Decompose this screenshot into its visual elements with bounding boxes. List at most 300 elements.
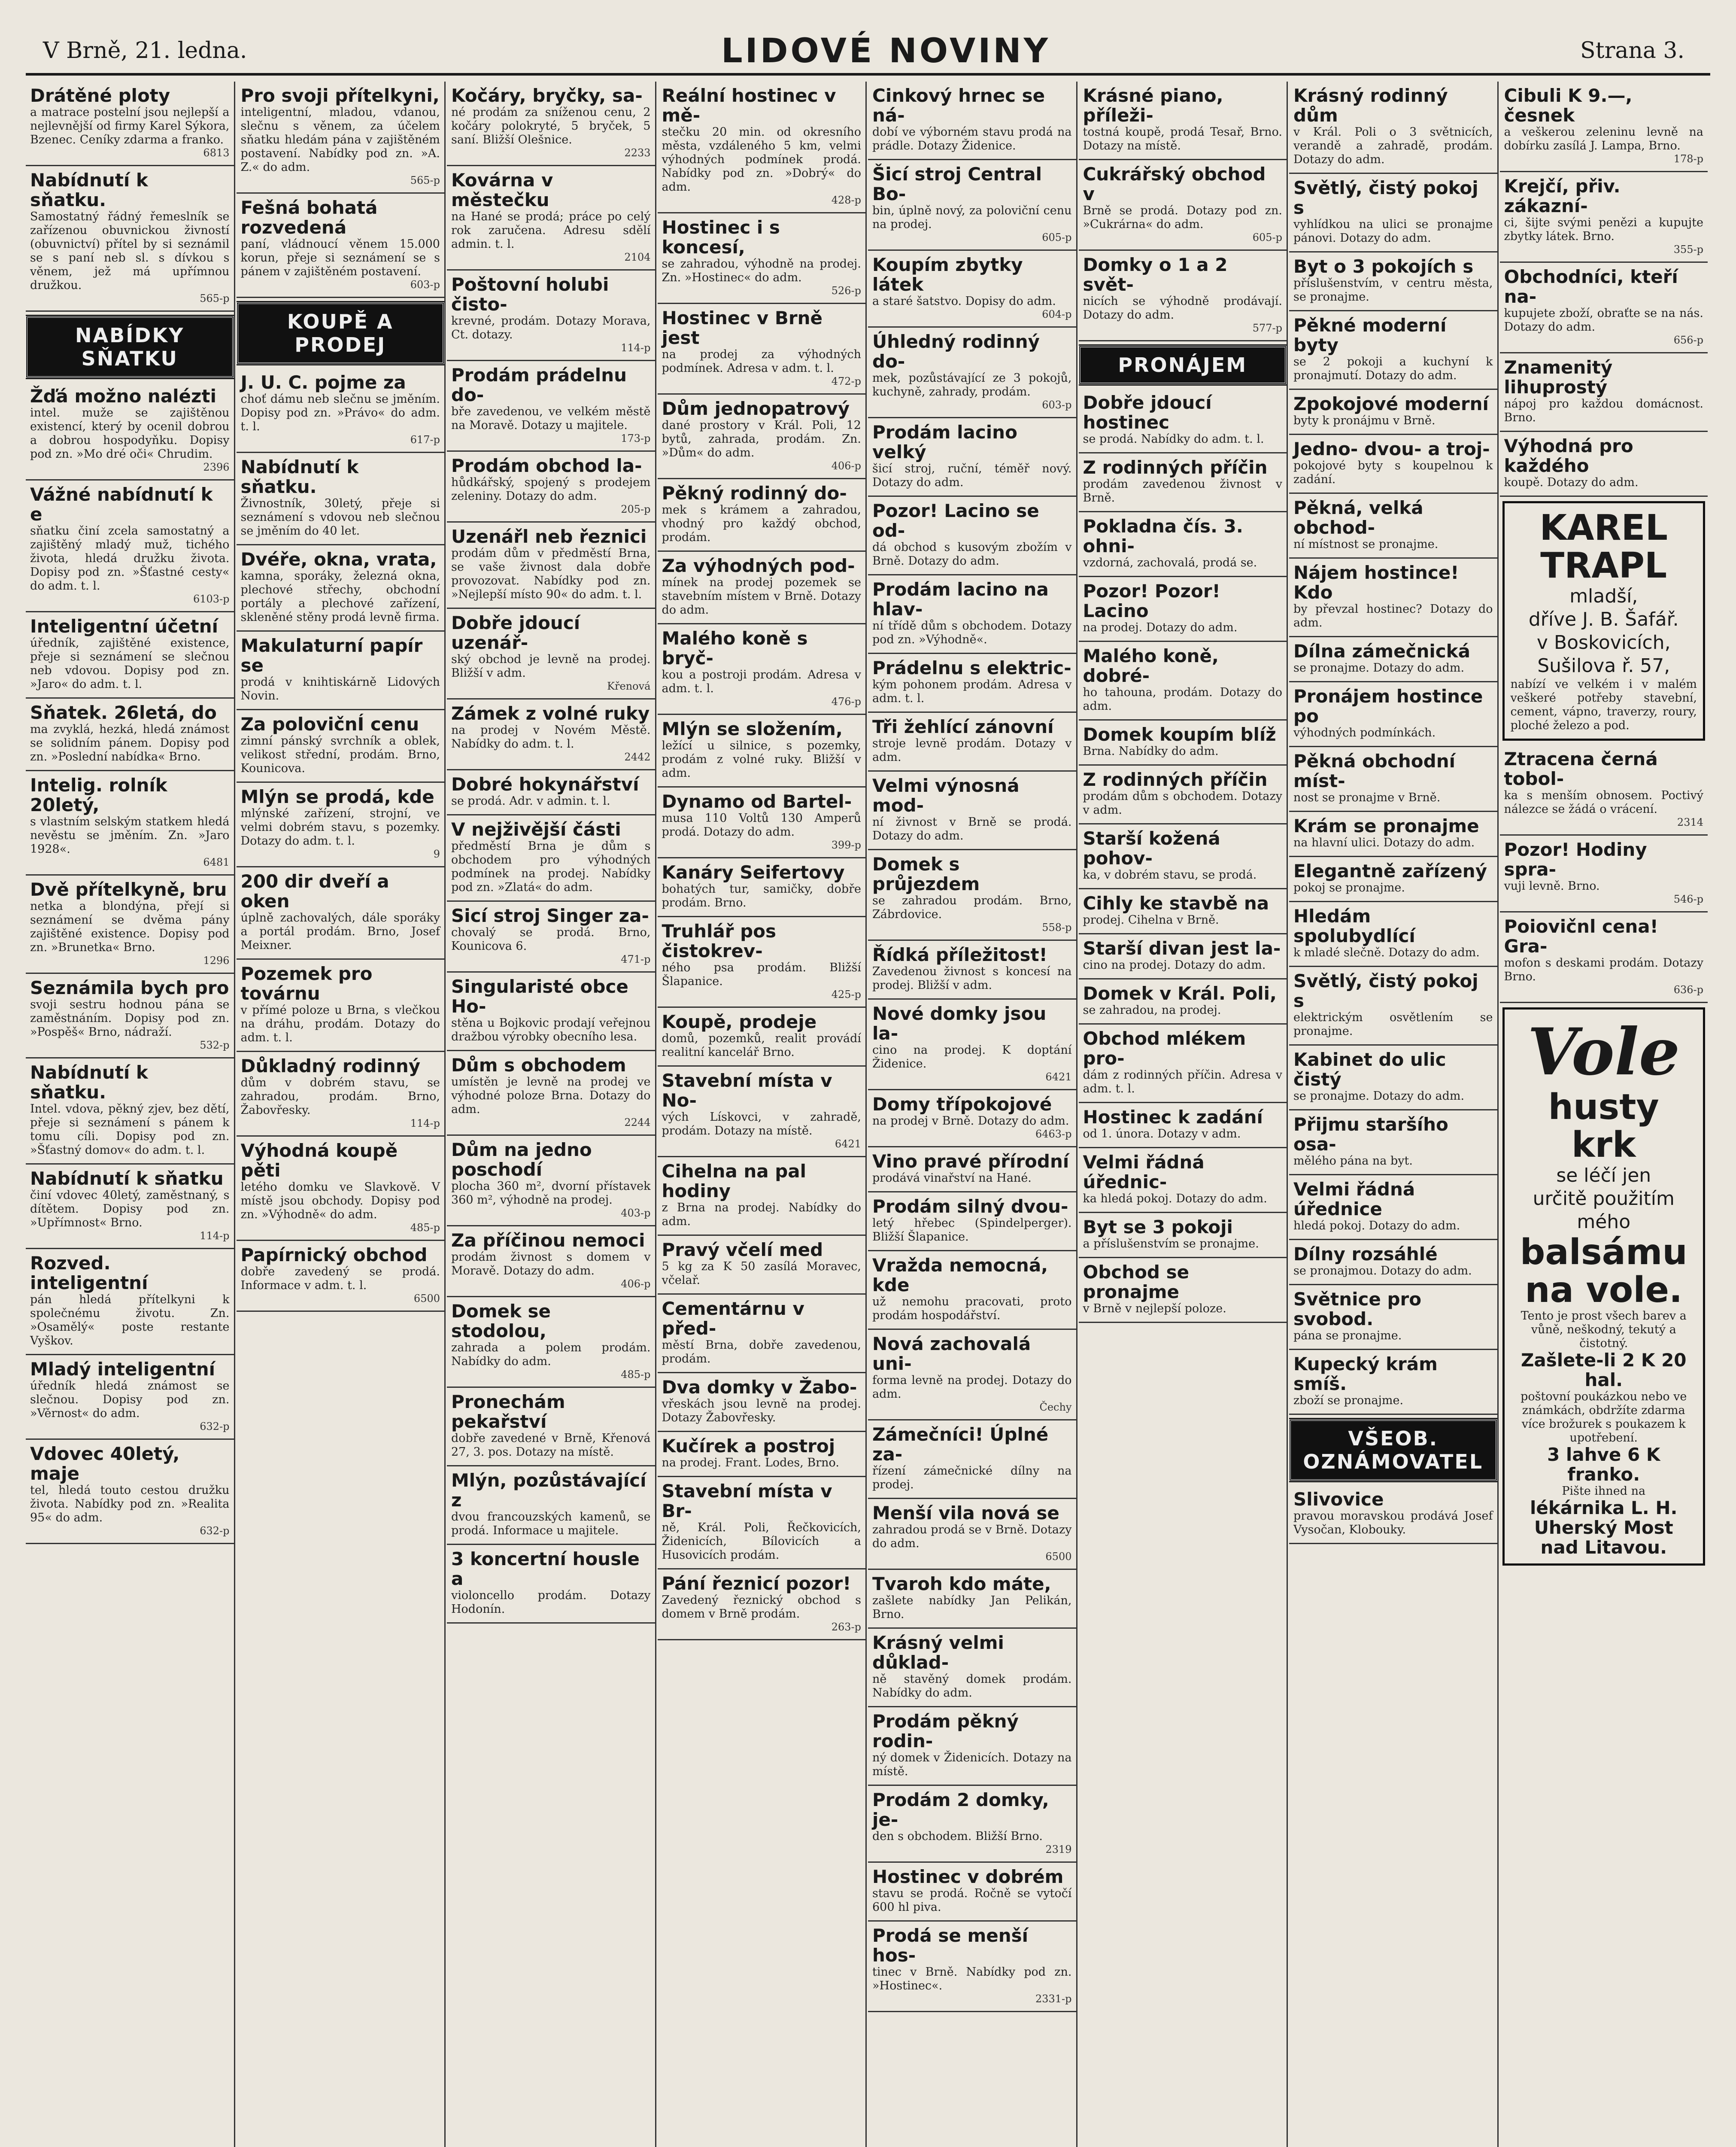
classified-ad — [447, 770, 655, 815]
ad-text: na prodej. Dotazy do adm. — [1083, 621, 1238, 634]
ad-text: Brně se prodá. Dotazy pod zn. »Cukrárna« do adm. — [1083, 204, 1282, 231]
ad-code: Čechy — [1039, 1401, 1072, 1413]
vole-company: lékárnika L. H. Uherský Most — [1530, 1497, 1678, 1538]
classified-ad — [1289, 390, 1497, 435]
ad-title: Z rodinných příčin — [1083, 457, 1268, 478]
ad-title: Inteligentní účetní — [30, 616, 218, 637]
ad-title: Znamenitý lihuprostý — [1504, 357, 1613, 398]
ad-title: Kovárna v městečku — [451, 170, 553, 210]
classified-ad — [1289, 435, 1497, 494]
ad-code: 558-p — [1042, 921, 1072, 934]
classified-ad — [658, 1477, 866, 1569]
ad-text: forma levně na prodej. Dotazy do adm. — [872, 1374, 1072, 1401]
ad-text: stěna u Bojkovic prodají veřejnou dražbou výrobky obecního lesa. — [451, 1016, 651, 1043]
ad-title: Pěkný rodinný do- — [662, 483, 847, 504]
masthead-title: LIDOVÉ NOVINY — [721, 32, 1051, 70]
classified-ad — [1079, 1148, 1287, 1213]
ad-code: 6421 — [835, 1138, 861, 1150]
ad-text: prodám zavedenou živnost v Brně. — [1083, 477, 1282, 505]
ad-text: cino na prodej. K doptání Židenice. — [872, 1043, 1072, 1070]
ad-text: vuji levně. Brno. — [1504, 879, 1600, 893]
ad-text: ní živnost v Brně se prodá. Dotazy do adm. — [872, 815, 1072, 842]
classified-ad — [1289, 174, 1497, 252]
classified-ad — [868, 82, 1076, 160]
ad-text: zahradou prodá se v Brně. Dotazy do adm. — [872, 1523, 1072, 1550]
ad-text: úplně zachovalých, dále sporáky a portál prodám. Brno, Josef Meixner. — [240, 911, 440, 952]
classified-ad — [658, 1373, 866, 1432]
ad-title: Dům s obchodem — [451, 1055, 626, 1076]
ad-title: Přijmu staršího osa- — [1293, 1114, 1448, 1155]
ad-title: Koupě, prodeje — [662, 1011, 817, 1032]
ad-code: 2396 — [203, 461, 230, 473]
classified-ad — [26, 1355, 234, 1440]
ad-text: se pronajme. Dotazy do adm. — [1293, 1089, 1465, 1103]
ad-text: prodá v knihtiskárně Lidových Novin. — [240, 675, 440, 702]
ad-title: Hostinec v Brně jest — [662, 307, 822, 348]
classified-ad — [1289, 252, 1497, 311]
ad-text: Samostatný řádný řemeslník se zařízenou obuvnickou živností (obuvnictví) přítel by si seznámil se s paní neb sl. s dívkou s věnem, jež má upřímnou družkou. — [30, 210, 230, 292]
ad-title: Dům na jedno poschodí — [451, 1139, 592, 1180]
ad-text: pokojové byty s koupelnou k zadání. — [1293, 459, 1493, 486]
classified-ad — [1289, 902, 1497, 967]
ad-title: Truhlář pos čistokrev- — [662, 921, 777, 961]
ad-title: Papírnický obchod — [240, 1244, 428, 1265]
classified-ad — [868, 850, 1076, 941]
classified-ad — [26, 612, 234, 699]
ad-title: Domek s průjezdem — [872, 854, 980, 894]
classified-ad — [447, 1226, 655, 1297]
ad-text: pána se pronajme. — [1293, 1329, 1402, 1342]
ad-text: v přímé poloze u Brna, s vlečkou na dráhu, prodám. Dotazy do adm. t. l. — [240, 1004, 440, 1044]
ad-code: 1296 — [203, 955, 230, 967]
ad-text: né prodám za sníženou cenu, 2 kočáry polokryté, 5 bryček, 5 saní. Bližší Olešnice. — [451, 106, 651, 146]
classified-ad — [658, 858, 866, 917]
ad-text: mek, pozůstávající ze 3 pokojů, kuchyně, zahrady, prodám. — [872, 371, 1072, 398]
ad-code: 399-p — [831, 839, 861, 851]
ad-code: 485-p — [621, 1368, 651, 1381]
ad-title: Cementárnu v před- — [662, 1298, 804, 1339]
classified-ad — [26, 166, 234, 312]
ad-text: stečku 20 min. od okresního města, vzdáleného 5 km, velmi výhodných podmínek prodá. Nabídky pod zn. »Dobrý« do adm. — [662, 125, 861, 194]
ad-text: řízení zámečnické dílny na prodej. — [872, 1464, 1072, 1491]
page-header — [26, 26, 1710, 76]
ad-title: Drátěné ploty — [30, 85, 170, 106]
classified-ad — [868, 1863, 1076, 1922]
ad-text: předměstí Brna je dům s obchodem pro výhodných podmínek na prodej. Nabídky pod zn. »Zlatá« do adm. — [451, 839, 651, 894]
ad-text: 5 kg za K 50 zasílá Moravec, včelař. — [662, 1260, 861, 1287]
ad-title: Mlýn se složením, — [662, 718, 843, 739]
ad-text: bohatých tur, samičky, dobře prodám. Brno. — [662, 882, 861, 909]
ad-title: Fešná bohatá rozvedená — [240, 197, 378, 238]
ad-text: nicích se výhodně prodávají. Dotazy do adm. — [1083, 295, 1282, 322]
ad-text: dám z rodinných příčin. Adresa v adm. t. l. — [1083, 1068, 1282, 1095]
ad-text: ka s menším obnosem. Poctivý nálezce se žádá o vrácení. — [1504, 789, 1703, 816]
ad-code: 2244 — [624, 1116, 651, 1128]
ad-code: 2331-p — [1035, 1993, 1072, 2005]
ad-text: úředník, zajištěné existence, přeje si seznámení se slečnou neb vdovou. Dopisy pod zn. »Jaro« do adm. t. l. — [30, 636, 230, 691]
ad-text: plocha 360 m², dvorní přístavek 360 m², výhodně na prodej. — [451, 1180, 651, 1207]
classified-ad — [26, 1440, 234, 1544]
classified-ad — [237, 710, 445, 783]
classified-ad — [868, 251, 1076, 328]
ad-title: Prodám lacino na hlav- — [872, 579, 1049, 620]
ad-text: na prodej v Novém Městě. Nabídky do adm. t. l. — [451, 724, 651, 751]
ad-title: Výhodná pro každého — [1504, 435, 1633, 476]
ad-title: Obchod mlékem pro- — [1083, 1028, 1246, 1069]
classified-ad — [1289, 812, 1497, 857]
ad-text: dvou francouzských kamenů, se prodá. Informace u majitele. — [451, 1510, 651, 1537]
classified-ad — [658, 82, 866, 213]
ad-text: prodává vinařství na Hané. — [872, 1171, 1032, 1185]
ad-text: kou a postroji prodám. Adresa v adm. t. l. — [662, 668, 861, 695]
ad-title: Dva domky v Žabo- — [662, 1377, 857, 1398]
ad-title: Světlý, čistý pokoj s — [1293, 970, 1478, 1011]
ad-text: bře zavedenou, ve velkém městě na Moravě. Dotazy u majitele. — [451, 405, 651, 432]
ad-title: Vino pravé přírodní — [872, 1151, 1069, 1172]
classified-ad — [868, 575, 1076, 654]
ad-code: 656-p — [1673, 334, 1703, 346]
classified-ad — [658, 1157, 866, 1236]
ad-text: ně stavěný domek prodám. Nabídky do adm. — [872, 1673, 1072, 1700]
ad-title: Cihly ke stavbě na — [1083, 893, 1269, 914]
ad-title: Sňatek. 26letá, do — [30, 702, 217, 723]
ad-title: Velmi řádná úřednice — [1293, 1179, 1415, 1219]
ad-title: Prodám silný dvou- — [872, 1196, 1068, 1217]
classified-ad — [1500, 432, 1708, 497]
ad-title: Makulaturní papír se — [240, 635, 423, 676]
classified-ad — [1289, 637, 1497, 682]
vole-name: balsámu — [1520, 1232, 1687, 1273]
ad-text: Zavedený řeznický obchod s domem v Brně prodám. — [662, 1594, 861, 1621]
classified-ad — [1079, 1213, 1287, 1258]
ad-text: ný domek v Židenicích. Dotazy na místě. — [872, 1751, 1072, 1778]
ad-code: 577-p — [1252, 322, 1282, 334]
ad-code: 617-p — [410, 434, 440, 446]
ad-title: Pozor! Hodiny spra- — [1504, 839, 1647, 880]
ad-title: Vdovec 40letý, maje — [30, 1443, 180, 1484]
ad-text: k mladé slečně. Dotazy do adm. — [1293, 946, 1480, 959]
ad-title: Domky o 1 a 2 svět- — [1083, 254, 1228, 295]
ad-text: Živnostník, 30letý, přeje si seznámení s vdovou neb slečnou se jměním do 40 let. — [240, 497, 440, 538]
classified-ad — [658, 1569, 866, 1640]
classified-ad — [1289, 1240, 1497, 1285]
column-1 — [26, 82, 235, 2147]
classified-ad — [447, 609, 655, 699]
ad-title: Kočáry, bryčky, sa- — [451, 85, 643, 106]
ad-title: Stavební místa v Br- — [662, 1481, 832, 1521]
ad-title: Obchodníci, kteří na- — [1504, 266, 1678, 307]
classified-ad — [447, 815, 655, 902]
classified-ad — [658, 917, 866, 1008]
ad-title: Pěkné moderní byty — [1293, 315, 1447, 356]
ad-title: Pěkná, velká obchod- — [1293, 497, 1423, 538]
ad-title: Dvéře, okna, vrata, — [240, 549, 437, 570]
ad-title: Dům jednopatrový — [662, 398, 850, 419]
ad-text: den s obchodem. Bližší Brno. — [872, 1830, 1043, 1843]
vole-line3: mého — [1577, 1211, 1631, 1233]
ad-text: dobře zavedený se prodá. Informace v adm. t. l. — [240, 1265, 440, 1292]
ad-title: Světnice pro svobod. — [1293, 1289, 1422, 1329]
ad-text: zimní pánský svrchník a oblek, velikost střední, prodám. Brno, Kounicova. — [240, 734, 440, 775]
ad-code: 263-p — [831, 1621, 861, 1633]
classified-ad — [447, 1388, 655, 1466]
ad-title: Dvě přítelkyně, bru — [30, 879, 227, 900]
ad-text: nápoj pro každou domácnost. Brno. — [1504, 397, 1703, 424]
ad-title: Světlý, čistý pokoj s — [1293, 177, 1478, 218]
classified-ad — [447, 452, 655, 523]
ad-code: 403-p — [621, 1207, 651, 1219]
classified-ad — [237, 1137, 445, 1241]
ad-title: Mladý inteligentní — [30, 1359, 215, 1380]
ad-code: 406-p — [831, 460, 861, 472]
ad-text: dobí ve výborném stavu prodá na prádle. Dotazy Židenice. — [872, 125, 1072, 152]
ad-code: 205-p — [621, 503, 651, 515]
ad-text: ležící u silnice, s pozemky, prodám z volné ruky. Bližší v adm. — [662, 739, 861, 780]
classified-ad — [868, 160, 1076, 251]
classified-ad — [1079, 82, 1287, 160]
ad-title: Za výhodných pod- — [662, 555, 855, 576]
classified-ad — [447, 1136, 655, 1226]
column-4 — [658, 82, 867, 2147]
ad-text: na Hané se prodá; práce po celý rok zaručena. Adresu sdělí admin. t. l. — [451, 210, 651, 251]
classified-ad — [26, 480, 234, 612]
ad-text: ský obchod je levně na prodej. Bližší v adm. — [451, 653, 651, 680]
ad-title: Tři žehlící zánovní — [872, 716, 1054, 737]
ad-text: byty k pronájmu v Brně. — [1293, 414, 1436, 427]
vole-balsam-ad — [1502, 1007, 1706, 1566]
ad-title: Stavební místa v No- — [662, 1070, 832, 1111]
ad-code: 114-p — [621, 342, 651, 354]
ad-text: mínek na prodej pozemek se stavebním místem v Brně. Dotazy do adm. — [662, 576, 861, 617]
classified-ad — [26, 1058, 234, 1165]
ad-title: Prodám lacino velký — [872, 422, 1017, 462]
classified-ad — [1079, 766, 1287, 824]
ad-title: Pozor! Pozor! Lacino — [1083, 581, 1220, 621]
ad-title: Malého koně s bryč- — [662, 628, 808, 669]
classified-ad — [237, 82, 445, 194]
classified-ad — [1500, 263, 1708, 353]
ad-title: Pozor! Lacino se od- — [872, 500, 1039, 541]
ad-title: Domy třípokojové — [872, 1094, 1052, 1115]
vole-bottle: 3 lahve 6 K franko. — [1547, 1444, 1660, 1485]
ad-code: 9 — [433, 848, 440, 860]
classified-ad — [237, 960, 445, 1052]
classified-ad — [26, 974, 234, 1058]
ad-title: Intelig. rolník 20letý, — [30, 775, 167, 815]
ad-title: Kanáry Seifertovy — [662, 862, 845, 883]
classified-ad — [237, 368, 445, 453]
ad-text: a staré šatstvo. Dopisy do adm. — [872, 295, 1056, 308]
ad-code: 6421 — [1045, 1071, 1072, 1083]
ad-text: domů, pozemků, realit provádí realitní kancelář Brno. — [662, 1032, 861, 1059]
ad-title: Mlýn se prodá, kde — [240, 786, 434, 807]
ad-title: Krásný rodinný dům — [1293, 85, 1448, 126]
ad-text: prodej. Cihelna v Brně. — [1083, 913, 1219, 927]
classified-ad — [447, 271, 655, 361]
ad-title: Velmi výnosná mod- — [872, 775, 1020, 816]
vole-address: nad Litavou. — [1540, 1537, 1667, 1558]
classified-ad — [1289, 967, 1497, 1046]
date-line: V Brně, 21. ledna. — [43, 38, 247, 64]
classified-ad — [868, 1251, 1076, 1330]
ad-title: Pravý včelí med — [662, 1239, 823, 1260]
vole-line2: určitě použitím — [1533, 1188, 1675, 1210]
ad-title: Sicí stroj Singer za- — [451, 905, 649, 926]
ad-text: vyhlídkou na ulici se pronajme pánovi. Dotazy do adm. — [1293, 218, 1493, 245]
ad-title: Domek koupím blíž — [1083, 724, 1276, 745]
ad-title: Byt se 3 pokoji — [1083, 1216, 1233, 1238]
classified-ad — [1289, 559, 1497, 637]
ad-title: Domek se stodolou, — [451, 1301, 551, 1341]
vole-price: Zašlete-li 2 K 20 hal. — [1521, 1350, 1687, 1390]
ad-code: 2233 — [624, 147, 651, 159]
ad-code: 178-p — [1673, 153, 1703, 165]
ad-text: se zahradou, na prodej. — [1083, 1004, 1221, 1017]
vole-text: Tento je prost všech barev a vůně, neškodný, tekutý a čistotný. — [1521, 1309, 1687, 1350]
classified-ad — [237, 867, 445, 960]
big-ad-subtitle: mladší, — [1569, 585, 1638, 607]
karel-trapl-ad — [1502, 501, 1706, 741]
classified-ad — [1079, 1025, 1287, 1103]
ad-title: Poštovní holubi čisto- — [451, 274, 609, 315]
ad-title: Prodám 2 domky, je- — [872, 1789, 1049, 1830]
ad-text: prodám živnost s domem v Moravě. Dotazy do adm. — [451, 1250, 651, 1277]
classified-ad — [868, 1499, 1076, 1570]
column-7 — [1289, 82, 1499, 2147]
ad-code: 114-p — [410, 1117, 440, 1129]
column-2 — [237, 82, 446, 2147]
ad-text: cino na prodej. Dotazy do adm. — [1083, 958, 1266, 972]
ad-title: Hostinec v dobrém — [872, 1866, 1064, 1887]
ad-code: 2314 — [1677, 816, 1703, 828]
ad-text: městí Brna, dobře zavedenou, prodám. — [662, 1338, 861, 1365]
ad-title: Řídká příležitost! — [872, 944, 1047, 965]
ad-title: Mlýn, pozůstávající z — [451, 1470, 646, 1511]
ad-title: Ztracena černá tobol- — [1504, 748, 1658, 789]
classified-ad — [26, 82, 234, 166]
ad-title: Nová zachovalá uni- — [872, 1333, 1031, 1374]
classified-ad — [658, 788, 866, 858]
ad-text: se prodá. Nabídky do adm. t. l. — [1083, 432, 1264, 446]
ad-code: 565-p — [200, 292, 230, 304]
ad-title: Důkladný rodinný — [240, 1055, 421, 1077]
column-5 — [868, 82, 1077, 2147]
ad-title: Malého koně, dobré- — [1083, 645, 1219, 686]
classified-ad — [868, 1629, 1076, 1707]
ad-title: Krám se pronajme — [1293, 815, 1479, 836]
ad-title: Za příčinou nemoci — [451, 1230, 645, 1251]
ad-title: Kučírek a postroj — [662, 1435, 835, 1457]
ad-code: 425-p — [831, 988, 861, 1001]
ad-title: Hostinec k zadání — [1083, 1107, 1263, 1128]
ad-text: by převzal hostinec? Dotazy do adm. — [1293, 602, 1493, 630]
ad-title: Jedno- dvou- a troj- — [1293, 438, 1490, 459]
classified-ad — [868, 713, 1076, 772]
vole-price-text: poštovní poukázkou nebo ve známkách, obdržíte zdarma více brožurek s poukazem k upotřebení. — [1521, 1390, 1687, 1445]
ad-title: Vážné nabídnutí k e — [30, 484, 213, 525]
ad-text: se pronajme. Dotazy do adm. — [1293, 661, 1465, 675]
ad-title: Výhodná koupě pěti — [240, 1140, 398, 1181]
ad-code: 605-p — [1252, 231, 1282, 243]
ad-code: 632-p — [200, 1420, 230, 1432]
ad-text: ní třídě dům s obchodem. Dotazy pod zn. »Výhodně«. — [872, 619, 1072, 646]
classified-ad — [658, 479, 866, 552]
ad-text: dá obchod s kusovým zbožím v Brně. Dotazy do adm. — [872, 541, 1072, 568]
ad-text: s vlastním selským statkem hledá nevěstu se jměním. Zn. »Jaro 1928«. — [30, 815, 230, 856]
classified-ad — [658, 552, 866, 624]
ad-title: Dobře jdoucí hostinec — [1083, 392, 1212, 433]
ad-title: Hostinec i s koncesí, — [662, 217, 780, 258]
classified-ad — [1500, 82, 1708, 172]
vole-contact: Pište ihned na — [1562, 1484, 1646, 1498]
classified-ad — [447, 523, 655, 609]
classified-ad — [1079, 642, 1287, 721]
ad-text: se pronajmou. Dotazy do adm. — [1293, 1264, 1472, 1277]
ad-text: kupujete zboží, obraťte se na nás. Dotazy do adm. — [1504, 307, 1703, 334]
ad-title: Velmi řádná úřednic- — [1083, 1152, 1205, 1192]
ad-text: zašlete nabídky Jan Pelikán, Brno. — [872, 1594, 1072, 1621]
ad-title: Tvaroh kdo máte, — [872, 1573, 1051, 1594]
ad-text: elektrickým osvětlením se pronajme. — [1293, 1011, 1493, 1038]
ad-code: 6463-p — [1035, 1128, 1072, 1140]
ad-text: úředník hledá známost se slečnou. Dopisy pod zn. »Věrnost« do adm. — [30, 1379, 230, 1420]
ad-text: výhodných podmínkách. — [1293, 726, 1436, 739]
classified-ad — [1079, 889, 1287, 934]
ad-text: ní místnost se pronajme. — [1293, 538, 1439, 551]
classified-ad — [447, 82, 655, 166]
ad-code: 485-p — [410, 1222, 440, 1234]
classified-ad — [658, 304, 866, 395]
ad-title: Dobré hokynářství — [451, 774, 639, 795]
ad-text: svoji sestru hodnou pána se zaměstnáním. Dopisy pod zn. »Pospěš« Brno, nádraží. — [30, 998, 230, 1039]
ad-code: 476-p — [831, 696, 861, 708]
ad-code: 603-p — [410, 279, 440, 291]
ad-title: Dílna zámečnická — [1293, 641, 1470, 662]
ad-title: Zámek z volné ruky — [451, 703, 650, 724]
classified-ad — [1500, 172, 1708, 263]
ad-text: šicí stroj, ruční, téměř nový. Dotazy do adm. — [872, 462, 1072, 489]
ad-text: musa 110 Voltů 130 Amperů prodá. Dotazy do adm. — [662, 812, 861, 839]
classified-ad — [868, 1707, 1076, 1786]
big-ad-line2: dříve J. B. Šafář. — [1528, 608, 1679, 630]
ad-code: 2442 — [624, 751, 651, 763]
section-banner: KOUPĚ A PRODEJ — [237, 302, 445, 364]
ad-text: sňatku činí zcela samostatný a zajištěný mladý muž, tichého života, hledá družku života. Dopisy pod zn. »Šťastné cesty« do adm. t. l. — [30, 524, 230, 593]
ad-code: 428-p — [831, 194, 861, 206]
classified-ad — [658, 715, 866, 788]
ad-text: a matrace postelní jsou nejlepší a nejlevnější od firmy Karel Sýkora, Bzenec. Ceníky zdarma a franko. — [30, 106, 230, 146]
ad-text: na prodej v Brně. Dotazy do adm. — [872, 1114, 1069, 1128]
ad-text: tostná koupě, prodá Tesař, Brno. Dotazy na místě. — [1083, 125, 1282, 152]
ad-text: letý hřebec (Spindelperger). Bližší Šlapanice. — [872, 1216, 1072, 1244]
classified-ad — [1079, 160, 1287, 251]
ad-code: 603-p — [1042, 399, 1072, 411]
big-ad-text: nabízí ve velkém i v malém veškeré potřeby stavební, cement, vápno, traverzy, roury, ploché železo a pod. — [1510, 678, 1697, 732]
column-8 — [1500, 82, 1708, 2147]
ad-title: Pronechám pekařství — [451, 1391, 565, 1432]
classified-ad — [1079, 453, 1287, 512]
classified-ad — [868, 1786, 1076, 1863]
ad-code: 2104 — [624, 251, 651, 263]
ad-text: netka a blondýna, přejí si seznámení se dvěma pány zajištěné existence. Dopisy pod zn. »Brunetka« Brno. — [30, 900, 230, 954]
classified-ad — [26, 382, 234, 480]
ad-text: v Král. Poli o 3 světnicích, verandě a zahradě, prodám. Dotazy do adm. — [1293, 125, 1493, 166]
ad-title: Cibuli K 9.—, česnek — [1504, 85, 1633, 126]
ad-title: Žďá možno nalézti — [30, 386, 216, 407]
ad-text: činí vdovec 40letý, zaměstnaný, s dítětem. Dopisy pod zn. »Upřímnost« Brno. — [30, 1189, 230, 1229]
classified-ad — [237, 194, 445, 298]
classified-ad — [1079, 824, 1287, 889]
